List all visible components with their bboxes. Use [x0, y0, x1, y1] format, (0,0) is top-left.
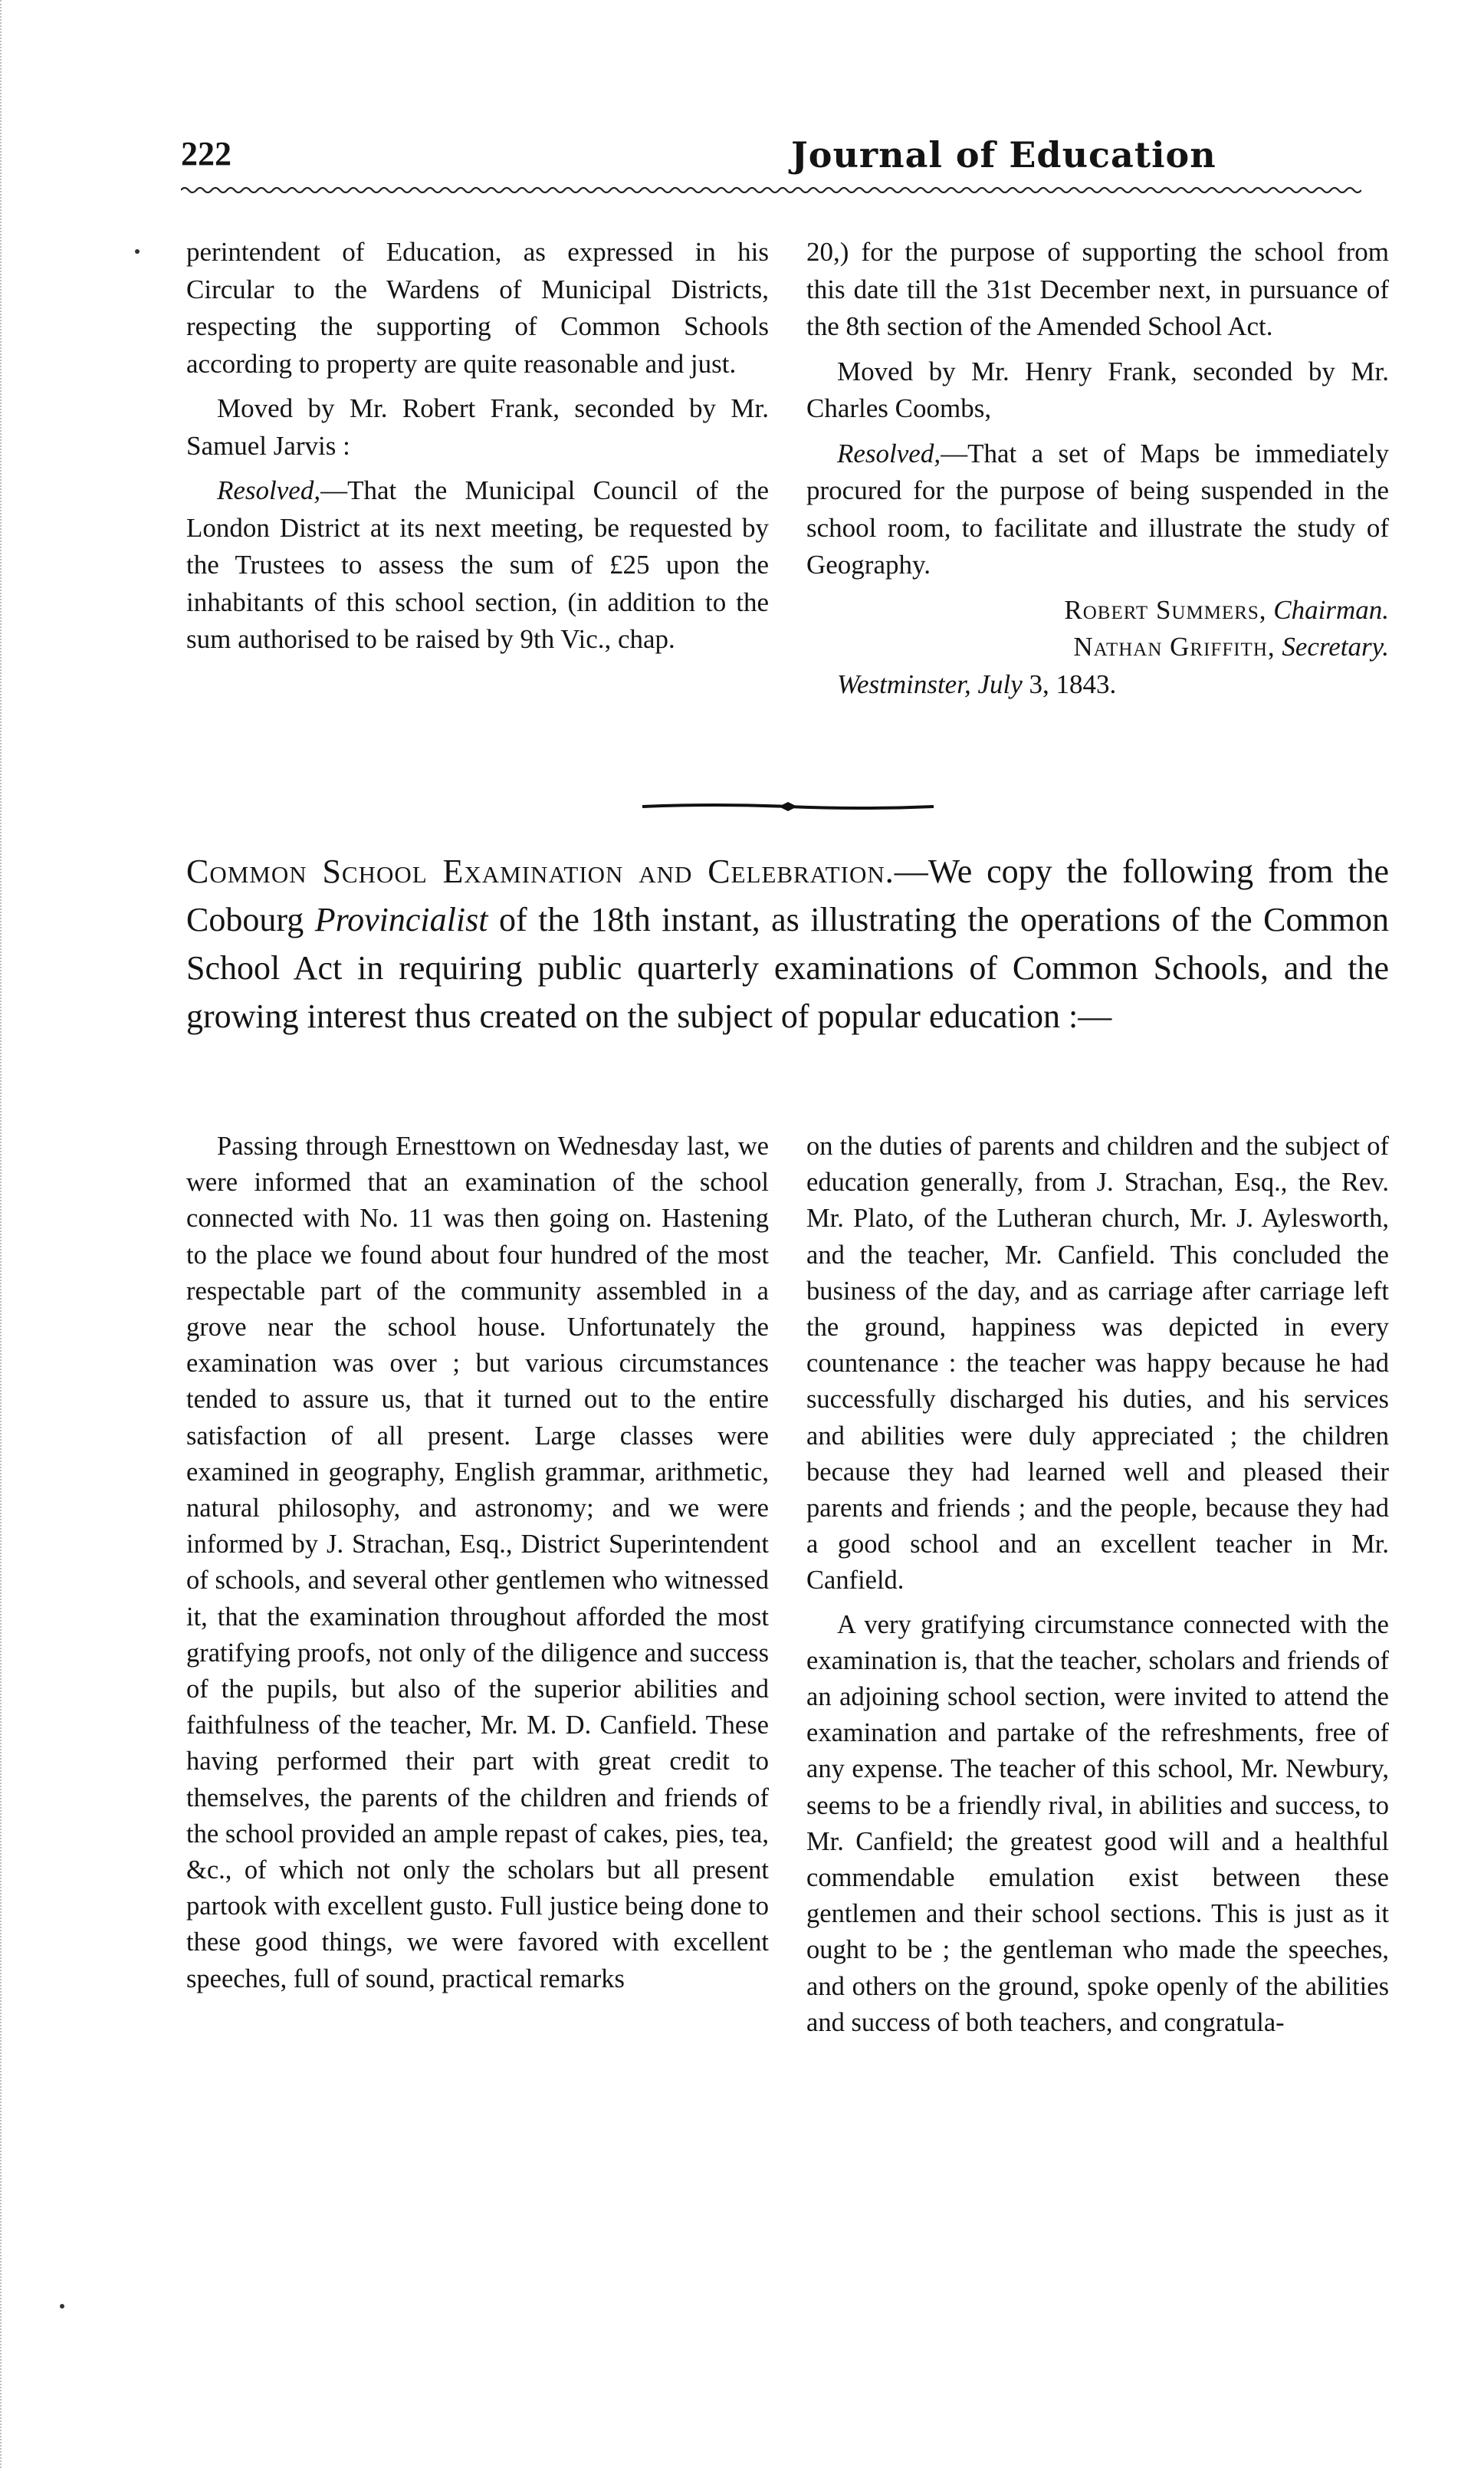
article-introduction — [186, 847, 1389, 1040]
chairman-signature — [806, 592, 1389, 629]
paragraph: Moved by Mr. Henry Frank, seconded by Mr. Charles Coombs, — [806, 356, 1389, 423]
chairman-title: Chairman. — [1273, 594, 1389, 625]
upper-left-column — [186, 234, 769, 666]
margin-mark — [135, 249, 140, 254]
chairman-name: Robert Summers, — [1064, 594, 1267, 625]
journal-title: Journal of Education — [791, 134, 1216, 176]
intro-text-continued: of the 18th instant, as illustrating the operations of the Common School Act in requiring public quarterly examinations of Common Schools, and the growing interest thus created on the subject of popular education :— — [186, 901, 1389, 1035]
paragraph: Moved by Mr. Robert Frank, seconded by Mr. Samuel Jarvis : — [186, 393, 769, 461]
page-edge-dots — [0, 0, 5, 2468]
resolution-paragraph — [806, 435, 1389, 584]
wavy-header-rule — [181, 184, 1361, 196]
article-heading: Common School Examination and Celebration. — [186, 853, 895, 890]
paragraph: Passing through Ernesttown on Wednesday last, we were informed that an examination of the school connected with No. 11 was then going on. Hastening to the place we found about four hundred of the most respectable part of the community assembled in a grove near the school house. Unfortunately the examination was over ; but various circumstances tended to assure us, that it turned out to the entire satisfaction of all present. Large classes were examined in geography, English grammar, arithmetic, natural philosophy, and astronomy; and we were informed by J. Strachan, Esq., District Superintendent of schools, and several other gentlemen who witnessed it, that the examination throughout afforded the most gratifying proofs, not only of the diligence and success of the pupils, but also of the superior abilities and faithfulness of the teacher, Mr. M. D. Canfield. These having performed their part with great credit to themselves, the parents of the children and friends of the school provided an ample repast of cakes, pies, tea, &c., of which not only the scholars but all present partook with excellent gusto. Full justice being done to these good things, we were favored with excellent speeches, full of sound, practical remarks — [186, 1132, 769, 1993]
upper-right-column — [806, 234, 1389, 703]
date-month: July — [977, 669, 1023, 699]
resolved-label: Resolved, — [837, 438, 941, 468]
paragraph: A very gratifying circumstance connected with the examination is, that the teacher, scholars and friends of an adjoining school section, were invited to attend the examination and partake of the refreshments, free of any expense. The teacher of this school, Mr. Newbury, seems to be a friendly rival, in abilities and success, to Mr. Canfield; the greatest good will and a healthful commendable emulation exist between these gentlemen and their school sections. This is just as it ought to be ; the gentleman who made the speeches, and others on the ground, spoke openly of the abilities and success of both teachers, and congratula- — [806, 1609, 1389, 2037]
paragraph: 20,) for the purpose of supporting the school from this date till the 31st December next, in pursuance of the 8th section of the Amended School Act. — [806, 237, 1389, 341]
place-name: Westminster, — [837, 669, 971, 699]
margin-mark — [60, 2304, 64, 2309]
secretary-name: Nathan Griffith, — [1073, 632, 1276, 662]
resolution-text: —That a set of Maps be immediately procured for the purpose of being suspended in the school room, to facilitate and illustrate the study of Geography. — [806, 438, 1389, 580]
secretary-title: Secretary. — [1282, 632, 1389, 662]
paragraph: on the duties of parents and children and the subject of education generally, from J. Strachan, Esq., the Rev. Mr. Plato, of the Lutheran church, Mr. J. Aylesworth, and the teacher, Mr. Canfield. This concluded the business of the day, and as carriage after carriage left the ground, happiness was depicted in every countenance : the teacher was happy because he had successfully discharged his duties, and his services and abilities were duly appreciated ; the children because they had learned well and pleased their parents and friends ; and the people, because they had a good school and an excellent teacher in Mr. Canfield. — [806, 1132, 1389, 1595]
section-divider-ornament — [642, 799, 934, 814]
secretary-signature — [806, 629, 1389, 666]
page-number: 222 — [181, 135, 231, 173]
resolved-label: Resolved, — [217, 475, 321, 505]
lower-right-column — [806, 1129, 1389, 2049]
resolution-text: —That the Municipal Council of the London District at its next meeting, be requested by the Trustees to assess the sum of £25 upon the inhabitants of this school section, (in addition to the sum authorised to be raised by 9th Vic., chap. — [186, 475, 769, 654]
date-year: 3, 1843. — [1029, 669, 1117, 699]
lower-left-column — [186, 1129, 769, 2005]
paragraph: perintendent of Education, as expressed in his Circular to the Wardens of Municipal Districts, respecting the supporting of Common Schools according to property are quite reasonable and just. — [186, 237, 769, 379]
running-header — [181, 134, 1361, 180]
intro-text: —We copy the following from the Cobourg — [186, 853, 1390, 938]
resolution-paragraph — [186, 472, 769, 659]
newspaper-name: Provincialist — [314, 901, 488, 938]
dateline — [806, 666, 1389, 704]
